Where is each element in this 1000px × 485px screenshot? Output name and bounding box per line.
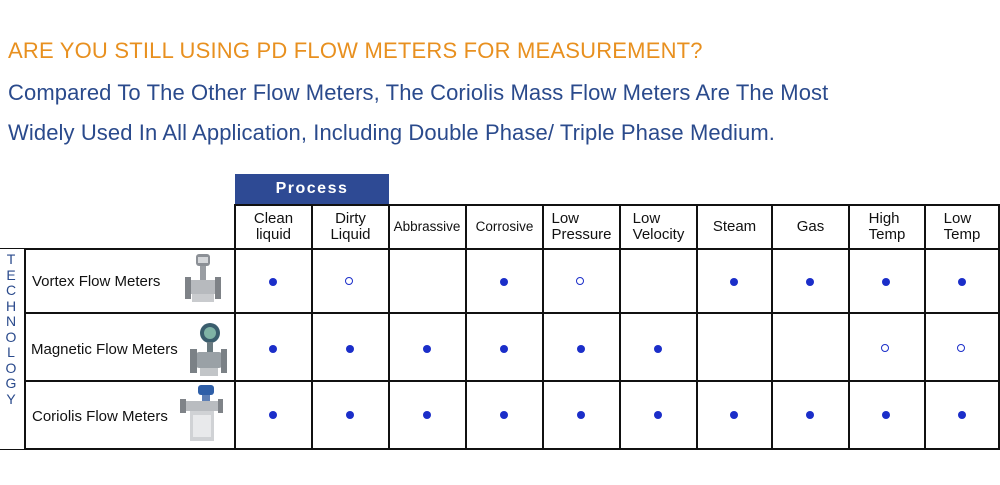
column-header-high-temp: High Temp bbox=[868, 210, 906, 243]
suitable-mark bbox=[730, 278, 738, 286]
suitable-mark bbox=[882, 411, 890, 419]
technology-letter: L bbox=[7, 344, 15, 360]
suitable-mark bbox=[500, 345, 508, 353]
suitable-mark bbox=[269, 278, 277, 286]
grid-line bbox=[24, 380, 1000, 382]
suitable-mark bbox=[806, 411, 814, 419]
suitable-mark bbox=[806, 278, 814, 286]
suitable-mark bbox=[423, 411, 431, 419]
suitable-mark bbox=[500, 278, 508, 286]
column-header-low-pressure: Low Pressure bbox=[551, 210, 612, 243]
magnetic-meter-icon bbox=[186, 322, 228, 378]
technology-letter: C bbox=[5, 282, 17, 298]
suitable-mark bbox=[423, 345, 431, 353]
suitable-mark bbox=[346, 411, 354, 419]
row-label-magnetic: Magnetic Flow Meters bbox=[31, 341, 178, 358]
column-header-steam: Steam bbox=[712, 218, 757, 235]
suitable-mark bbox=[958, 411, 966, 419]
technology-letter: Y bbox=[6, 390, 16, 407]
suitable-mark bbox=[730, 411, 738, 419]
column-header-gas: Gas bbox=[796, 218, 825, 235]
column-header-abrasive: Abbrassive bbox=[393, 219, 461, 234]
grid-line bbox=[24, 248, 26, 450]
coriolis-meter-icon bbox=[178, 383, 224, 445]
suitable-mark bbox=[654, 411, 662, 419]
technology-letter: T bbox=[6, 251, 16, 267]
suitable-mark bbox=[577, 345, 585, 353]
suitable-mark bbox=[958, 278, 966, 286]
subheading-line-1: Compared To The Other Flow Meters, The Coriolis Mass Flow Meters Are The Most bbox=[8, 80, 829, 105]
grid-line bbox=[0, 448, 1000, 450]
technology-letter: N bbox=[5, 313, 17, 329]
column-header-low-velocity: Low Velocity bbox=[632, 210, 685, 243]
process-header: Process bbox=[235, 174, 389, 204]
suitable-mark bbox=[500, 411, 508, 419]
grid-line bbox=[0, 248, 1000, 250]
technology-letter: G bbox=[5, 375, 17, 391]
technology-letter: O bbox=[5, 328, 17, 345]
suitable-mark bbox=[269, 345, 277, 353]
technology-letter: E bbox=[6, 266, 16, 283]
suitable-mark bbox=[577, 411, 585, 419]
subheading-line-2: Widely Used In All Application, Including Double Phase/ Triple Phase Medium. bbox=[8, 120, 776, 145]
technology-label bbox=[0, 249, 24, 449]
column-header-dirty-liquid: Dirty Liquid bbox=[330, 210, 371, 243]
grid-line bbox=[24, 312, 1000, 314]
technology-letter: H bbox=[5, 297, 17, 314]
column-header-corrosive: Corrosive bbox=[475, 219, 534, 234]
column-header-low-temp: Low Temp bbox=[943, 210, 981, 243]
suitable-mark bbox=[269, 411, 277, 419]
suitable-mark bbox=[654, 345, 662, 353]
column-header-clean-liquid: Clean liquid bbox=[253, 210, 294, 243]
suitable-mark bbox=[346, 345, 354, 353]
headline: ARE YOU STILL USING PD FLOW METERS FOR MEASUREMENT? bbox=[8, 38, 703, 63]
row-label-coriolis: Coriolis Flow Meters bbox=[32, 408, 168, 425]
row-label-vortex: Vortex Flow Meters bbox=[32, 273, 161, 290]
suitable-mark bbox=[882, 278, 890, 286]
vortex-meter-icon bbox=[182, 252, 222, 308]
technology-letter: O bbox=[5, 359, 17, 376]
